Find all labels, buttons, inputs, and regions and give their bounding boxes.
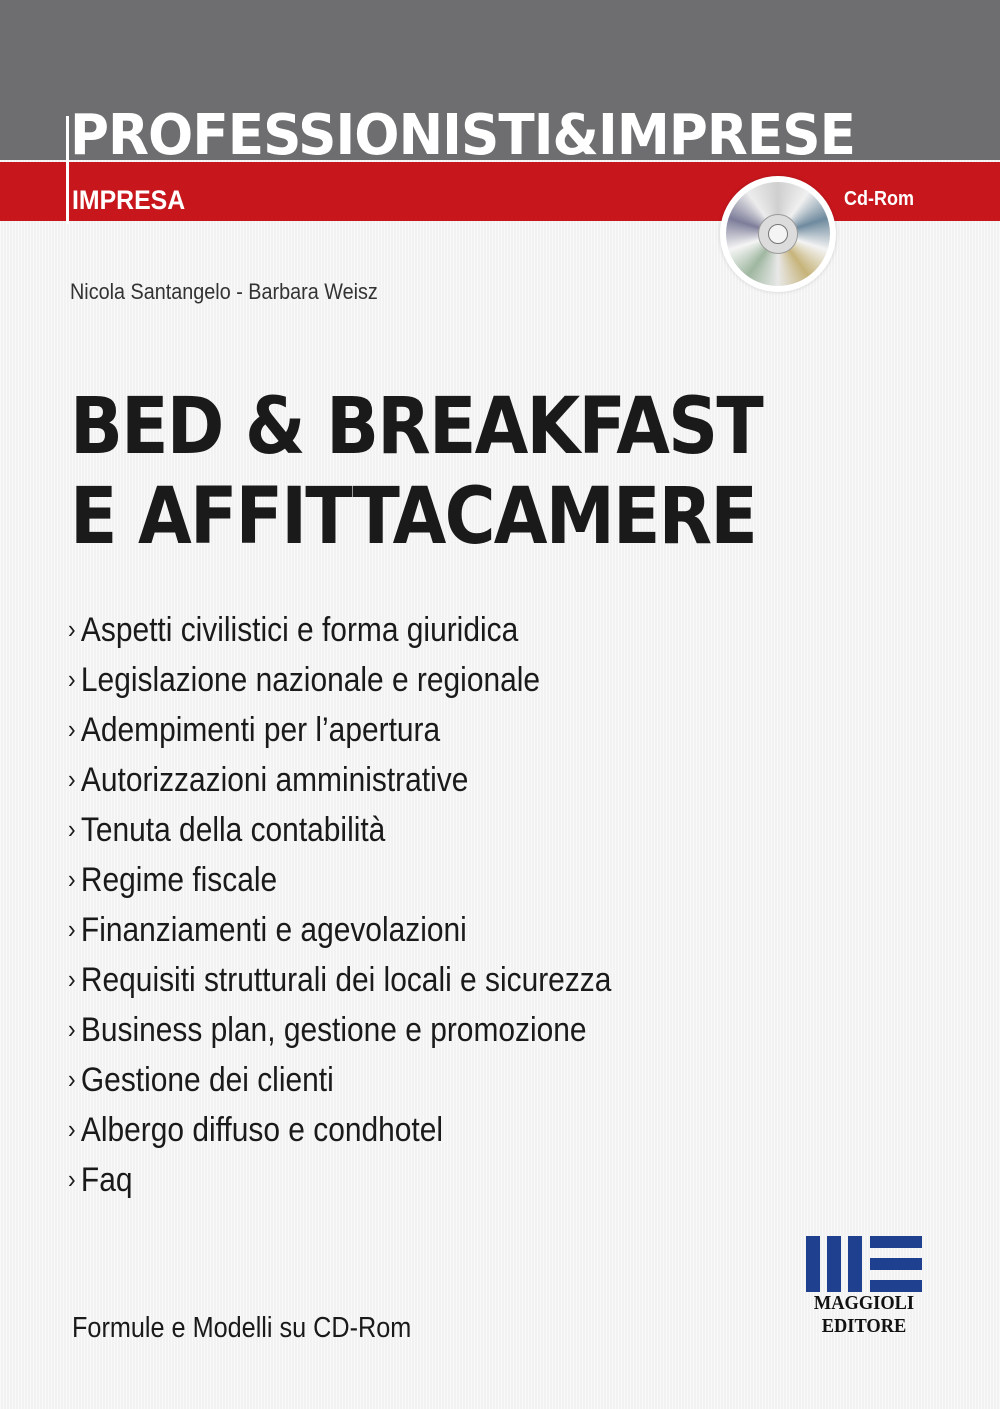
publisher-name-line-1: MAGGIOLI xyxy=(813,1292,915,1314)
topic-label: Business plan, gestione e promozione xyxy=(80,1011,587,1049)
book-title xyxy=(70,382,762,562)
logo-bar xyxy=(806,1236,820,1292)
chevron-right-icon: › xyxy=(68,814,76,844)
chevron-right-icon: › xyxy=(68,1114,76,1144)
topic-item xyxy=(68,606,611,656)
logo-stripe xyxy=(870,1258,922,1270)
topic-item xyxy=(68,656,611,706)
topic-label: Finanziamenti e agevolazioni xyxy=(80,911,467,949)
chevron-right-icon: › xyxy=(68,914,76,944)
book-title-line-2: E AFFITTACAMERE xyxy=(70,472,756,562)
chevron-right-icon: › xyxy=(68,1064,76,1094)
chevron-right-icon: › xyxy=(68,964,76,994)
chevron-right-icon: › xyxy=(68,664,76,694)
series-title: PROFESSIONISTI&IMPRESE xyxy=(70,103,856,168)
topic-item xyxy=(68,1056,611,1106)
chevron-right-icon: › xyxy=(68,614,76,644)
topic-label: Aspetti civilistici e forma giuridica xyxy=(80,611,519,649)
chevron-right-icon: › xyxy=(68,1164,76,1194)
topic-label: Requisiti strutturali dei locali e sicurezza xyxy=(80,961,612,999)
maggioli-logo-icon xyxy=(806,1236,922,1292)
cdrom-footer-note: Formule e Modelli su CD-Rom xyxy=(72,1312,412,1344)
topic-item xyxy=(68,906,611,956)
topics-list xyxy=(68,606,611,1206)
logo-bar xyxy=(848,1236,862,1292)
logo-bar xyxy=(827,1236,841,1292)
publisher-name xyxy=(811,1292,918,1338)
topic-item xyxy=(68,956,611,1006)
logo-stripe xyxy=(870,1280,922,1292)
publisher-name-line-2: EDITORE xyxy=(821,1315,907,1337)
topic-label: Gestione dei clienti xyxy=(80,1061,334,1099)
chevron-right-icon: › xyxy=(68,764,76,794)
chevron-right-icon: › xyxy=(68,714,76,744)
publisher-logo xyxy=(806,1236,922,1340)
topic-label: Autorizzazioni amministrative xyxy=(80,761,469,799)
topic-label: Tenuta della contabilità xyxy=(80,811,386,849)
book-title-line-1: BED & BREAKFAST xyxy=(70,382,762,472)
series-category: IMPRESA xyxy=(72,185,186,215)
topic-item xyxy=(68,1006,611,1056)
cdrom-label: Cd-Rom xyxy=(844,188,914,210)
series-divider-rule xyxy=(66,116,69,224)
topic-label: Legislazione nazionale e regionale xyxy=(80,661,541,699)
topic-label: Albergo diffuso e condhotel xyxy=(80,1111,443,1149)
topic-item xyxy=(68,756,611,806)
cd-disc-icon xyxy=(720,176,836,292)
topic-label: Adempimenti per l’apertura xyxy=(80,711,441,749)
topic-label: Faq xyxy=(80,1161,133,1199)
topic-item xyxy=(68,1106,611,1156)
chevron-right-icon: › xyxy=(68,1014,76,1044)
topic-item xyxy=(68,806,611,856)
chevron-right-icon: › xyxy=(68,864,76,894)
logo-stripe xyxy=(870,1236,922,1248)
cd-disc-hole xyxy=(768,224,788,244)
topic-item xyxy=(68,1156,611,1206)
topic-item xyxy=(68,856,611,906)
topic-item xyxy=(68,706,611,756)
authors: Nicola Santangelo - Barbara Weisz xyxy=(70,279,378,304)
topic-label: Regime fiscale xyxy=(80,861,278,899)
